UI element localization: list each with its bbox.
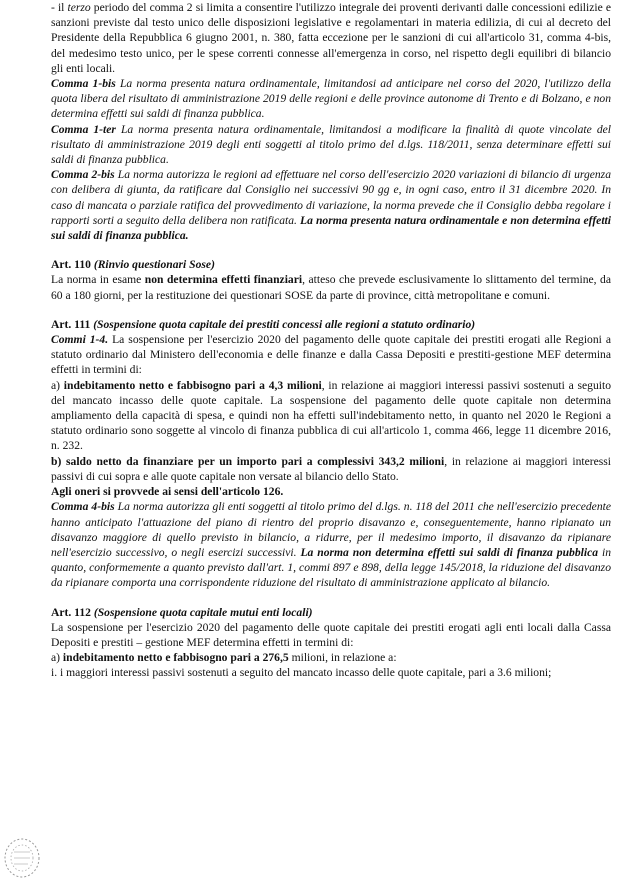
art-112-item-a: a) indebitamento netto e fabbisogno pari a 276,5 milioni, in relazione a: (51, 651, 397, 665)
comma-2bis-paragraph: Comma 2-bis La norma autorizza le regioni ad effettuare nel corso dell'esercizio 2020 variazioni di bilancio di urgenza con delibera di giunta, da ratificare dal Consiglio nei successivi 90 gg e, in ogni caso, entro il 31 dicembre 2020. In caso di mancata o parziale ratifica del provvedimento di variazione, la norma prevede che il Consiglio debba regolare i rapporti sorti a seguito della delibera non ratificata. La norma presenta natura ordinamentale e non determina effetti sui saldi di finanza pubblica. (51, 168, 611, 243)
stamp-seal-icon (2, 830, 42, 880)
art-111-commi-paragraph: Commi 1-4. La sospensione per l'esercizio 2020 del pagamento delle quote capitale dei prestiti erogati alle Regioni a statuto ordinario dal Ministero dell'economia e delle finanze e dalla Cassa Depositi e prestiti-gestione MEF determina effetti in termini di: (51, 333, 611, 377)
comma-label: Comma 1-ter (51, 122, 116, 136)
art-111-item-b: b) saldo netto da finanziare per un importo pari a complessivi 343,2 milioni, in relazione ai maggiori interessi passivi di cui sopra e alle quote capitale non versate al bilancio dello Stato. (51, 454, 611, 483)
art-110-paragraph: La norma in esame non determina effetti finanziari, atteso che prevede esclusivamente lo slittamento del termine, da 60 a 180 giorni, per la restituzione dei questionari SOSE da parte di province, città metropolitane e comuni. (51, 273, 611, 302)
art-111-comma-4bis: Comma 4-bis La norma autorizza gli enti soggetti al titolo primo del d.lgs. n. 118 del 2011 che nell'esercizio precedente hanno anticipato l'attuazione del piano di rientro del proprio disavanzo e, conseguentemente, hanno ripianato un disavanzo maggiore di quello previsto in bilancio, a ridurre, per il medesimo importo, il disavanzo da ripianare nell'esercizio successivo, o negli esercizi successivi. La norma non determina effetti sui saldi di finanza pubblica in quanto, conformemente a quanto previsto dall'art. 1, commi 897 e 898, della legge 145/2018, la riduzione del disavanzo da ripianare comporta una corrispondente riduzione del risultato di amministrazione applicato al bilancio. (51, 500, 611, 590)
art-112-item-i: i. i maggiori interessi passivi sostenuti a seguito del mancato incasso delle quote capitale, pari a 3.6 milioni; (51, 666, 552, 680)
comma-label: Comma 1-bis (51, 77, 116, 91)
document-body (51, 0, 611, 681)
art-110-heading: Art. 110 (Rinvio questionari Sose) (51, 258, 215, 272)
art-111-oneri: Agli oneri si provvede ai sensi dell'articolo 126. (51, 485, 284, 499)
comma-1bis-paragraph: Comma 1-bis La norma presenta natura ordinamentale, limitandosi ad anticipare nel corso del 2020, l'utilizzo della quota libera del risultato di amministrazione 2019 delle regioni e delle province autonome di Trento e di Bolzano, e non determina effetti sui saldi di finanza pubblica. (51, 77, 611, 121)
art-112-heading: Art. 112 (Sospensione quota capitale mutui enti locali) (51, 605, 313, 619)
art-111-heading: Art. 111 (Sospensione quota capitale dei prestiti concessi alle regioni a statuto ordinario) (51, 317, 476, 331)
intro-paragraph: - il terzo periodo del comma 2 si limita a consentire l'utilizzo integrale dei proventi derivanti dalle concessioni edilizie e sanzioni previste dal testo unico delle disposizioni legislative e regolamentari in materia edilizia, di cui al decreto del Presidente della Repubblica 6 giugno 2001, n. 380, fatta eccezione per le sanzioni di cui all'articolo 31, comma 4-bis, del medesimo testo unico, per le spese correnti connesse all'emergenza in corso, nel rispetto degli equilibri di bilancio gli enti locali. (51, 1, 612, 75)
comma-1ter-paragraph: Comma 1-ter La norma presenta natura ordinamentale, limitandosi a modificare la finalità di quote vincolate del risultato di amministrazione 2019 degli enti soggetti al titolo primo del d.lgs. 118/2011, senza determinare effetti sui saldi di finanza pubblica. (51, 122, 611, 167)
art-111-item-a: a) indebitamento netto e fabbisogno pari a 4,3 milioni, in relazione ai maggiori interessi passivi sostenuti a seguito del mancato incasso delle quote capitale. La sospensione del pagamento delle quote capitale non determina ampliamento della capacità di spesa, e quindi non ha effetti sull'indebitamento netto, in quanto nel 2020 le Regioni a statuto ordinario sono soggette al vincolo di finanza pubblica di cui all'articolo 1, comma 466, legge 11 dicembre 2016, n. 232. (51, 378, 612, 453)
art-112-paragraph: La sospensione per l'esercizio 2020 del pagamento delle quote capitale dei prestiti erogati agli enti locali dalla Cassa Depositi e prestiti – gestione MEF determina effetti in termini di: (51, 620, 611, 649)
comma-label: Comma 2-bis (51, 168, 115, 182)
